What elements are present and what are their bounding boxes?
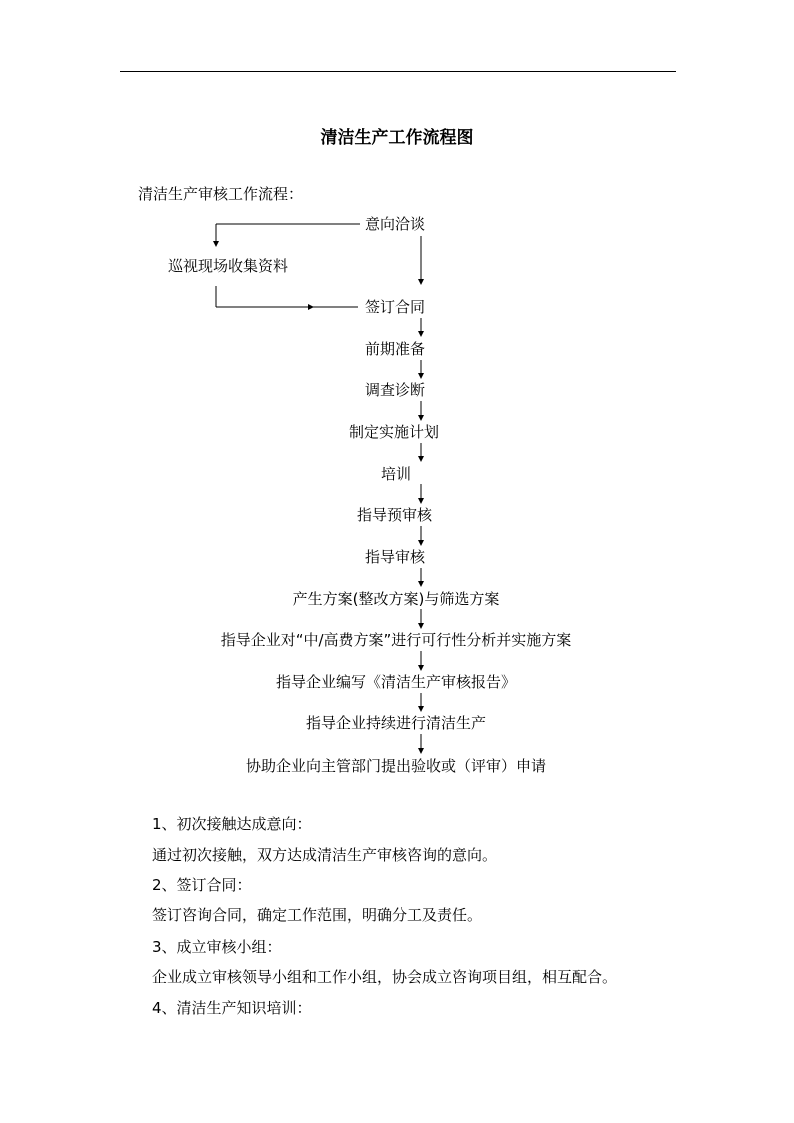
section-heading: 4、清洁生产知识培训： <box>152 999 312 1017</box>
flow-node-step: 指导企业编写《清洁生产审核报告》 <box>275 673 517 691</box>
flow-node-step: 培训 <box>381 465 412 483</box>
flow-node-start: 意向洽谈 <box>365 215 426 233</box>
flow-node-step: 产生方案(整改方案)与筛选方案 <box>292 590 500 608</box>
section-text: 通过初次接触，双方达成清洁生产审核咨询的意向。 <box>152 846 498 864</box>
header-rule <box>120 71 676 72</box>
section-heading: 2、签订合同： <box>152 876 252 894</box>
flow-node-step: 指导预审核 <box>357 506 433 524</box>
flow-node-step: 调查诊断 <box>365 381 426 399</box>
flow-node-step: 协助企业向主管部门提出验收或（评审）申请 <box>245 757 547 775</box>
flow-subtitle: 清洁生产审核工作流程： <box>138 185 304 203</box>
flow-node-step: 指导企业持续进行清洁生产 <box>305 714 487 732</box>
section-heading: 3、成立审核小组： <box>152 938 282 956</box>
page-title: 清洁生产工作流程图 <box>320 128 474 148</box>
flow-node-step: 制定实施计划 <box>349 423 440 441</box>
flow-node-step: 指导企业对“中/高费方案”进行可行性分析并实施方案 <box>220 631 572 649</box>
flow-node-site-survey: 巡视现场收集资料 <box>168 257 289 275</box>
section-text: 签订咨询合同，确定工作范围，明确分工及责任。 <box>152 906 483 924</box>
flow-node-step: 指导审核 <box>365 548 426 566</box>
flow-node-step: 前期准备 <box>365 340 426 358</box>
flow-node-step: 签订合同 <box>365 298 426 316</box>
section-text: 企业成立审核领导小组和工作小组，协会成立咨询项目组，相互配合。 <box>152 968 618 986</box>
section-heading: 1、初次接触达成意向： <box>152 815 312 833</box>
